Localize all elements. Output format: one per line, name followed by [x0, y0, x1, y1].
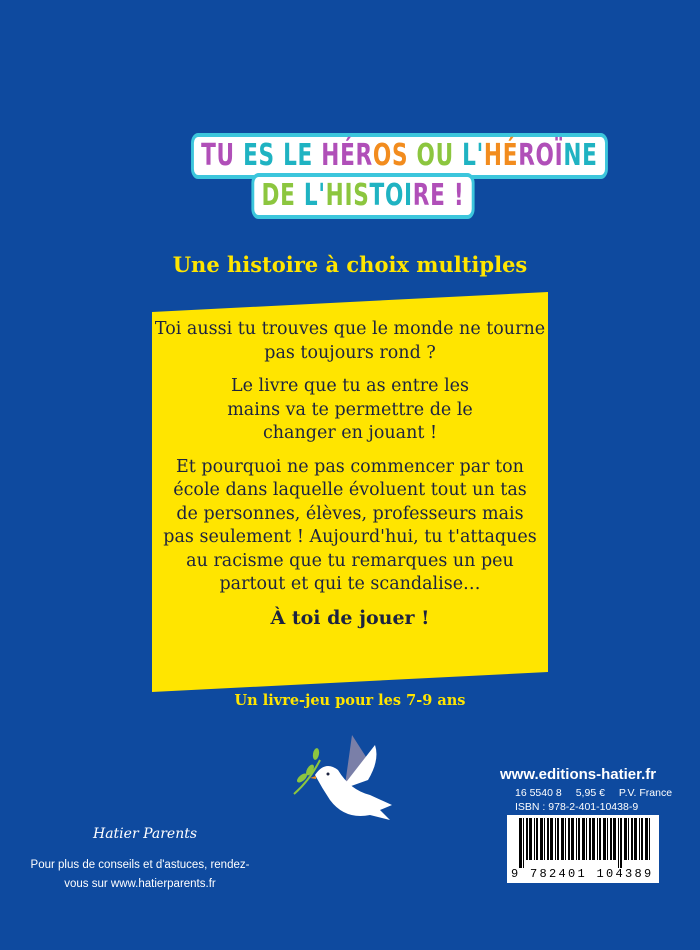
dove-illustration — [280, 730, 410, 830]
price: 5,95 € — [575, 787, 605, 799]
barcode-bar — [599, 818, 601, 860]
publisher-website: www.editions-hatier.fr — [500, 766, 657, 783]
series-title-segment: NE — [563, 138, 598, 173]
series-title-segment: TU — [201, 138, 244, 173]
series-title-segment: ES — [243, 138, 284, 173]
barcode-bars — [511, 818, 655, 868]
series-title-segment: LE — [283, 138, 322, 173]
barcode-bar — [540, 818, 543, 860]
barcode-bar — [536, 818, 538, 860]
barcode-bar — [631, 818, 633, 860]
barcode-bar — [597, 818, 598, 860]
blurb-paragraph-3: Et pourquoi ne pas commencer par ton école dans laquelle évoluent tout un tas de personnes, élèves, professeurs mais pas seulement ! Aujourd'hui, tu t'attaques au racisme que tu remarques un peu partout et qui te scandalise… — [163, 456, 537, 594]
series-title-line-2 — [251, 173, 474, 219]
price-label: P.V. France — [618, 787, 673, 799]
series-title-segment: OS — [372, 138, 417, 173]
barcode-bar — [526, 818, 528, 860]
barcode-bar — [576, 818, 577, 860]
barcode-bar — [529, 818, 532, 860]
barcode-bar — [571, 818, 574, 860]
barcode-bar — [607, 818, 608, 860]
barcode-bar — [582, 818, 585, 860]
barcode-bar — [628, 818, 629, 860]
blurb — [152, 318, 548, 640]
barcode-bar — [519, 818, 522, 868]
barcode-bar — [557, 818, 559, 860]
barcode-bar — [561, 818, 564, 860]
subtitle: Une histoire à choix multiples — [172, 252, 528, 277]
isbn: ISBN : 978-2-401-10438-9 — [515, 801, 639, 813]
age-label: Un livre-jeu pour les 7-9 ans — [234, 692, 466, 709]
barcode-bar — [565, 818, 566, 860]
barcode-bar — [610, 818, 612, 860]
brand-logo: Hatier Parents — [93, 826, 198, 842]
barcode-digits: 9 782401 104389 — [511, 867, 654, 881]
barcode-bar — [589, 818, 591, 860]
barcode-bar — [550, 818, 553, 860]
barcode-bar — [568, 818, 570, 860]
series-title-segment: HIS — [325, 178, 370, 213]
barcode-bar — [555, 818, 556, 860]
barcode-bar — [547, 818, 549, 860]
blurb-paragraph-2: Le livre que tu as entre les mains va te permettre de le changer en jouant ! — [227, 376, 473, 443]
barcode-bar — [592, 818, 595, 860]
advice-text: Pour plus de conseils et d'astuces, rendez-vous sur www.hatierparents.fr — [30, 859, 250, 890]
barcode-bar — [634, 818, 637, 860]
barcode-bar — [641, 818, 643, 860]
barcode-bar — [645, 818, 648, 860]
barcode-bar — [639, 818, 640, 860]
blurb-cta: À toi de jouer ! — [270, 606, 430, 629]
series-title-segment: L' — [303, 178, 326, 213]
price-line — [515, 787, 686, 799]
series-title-segment: HÉ — [483, 138, 519, 173]
series-title-segment: RE ! — [412, 178, 464, 213]
barcode-bar — [578, 818, 580, 860]
barcode-bar — [603, 818, 606, 860]
barcode — [507, 815, 659, 883]
barcode-bar — [620, 818, 622, 868]
barcode-bar — [618, 818, 619, 868]
barcode-bar — [544, 818, 545, 860]
series-title-segment: L' — [462, 138, 484, 173]
blurb-paragraph-1: Toi aussi tu trouves que le monde ne tourne pas toujours rond ? — [154, 319, 546, 363]
barcode-bar — [649, 818, 650, 860]
barcode-bar — [624, 818, 627, 860]
series-title-segment: DE — [261, 178, 304, 213]
product-code: 16 5540 8 — [515, 787, 562, 799]
barcode-bar — [613, 818, 616, 860]
series-title-segment: HÉR — [321, 138, 373, 173]
series-title-segment: TOI — [369, 178, 413, 213]
barcode-bar — [586, 818, 587, 860]
series-title-badge — [180, 133, 598, 219]
barcode-bar — [523, 818, 524, 868]
series-title-segment: ROÏ — [518, 138, 564, 173]
barcode-bar — [534, 818, 535, 860]
series-title-segment: OU — [416, 138, 463, 173]
